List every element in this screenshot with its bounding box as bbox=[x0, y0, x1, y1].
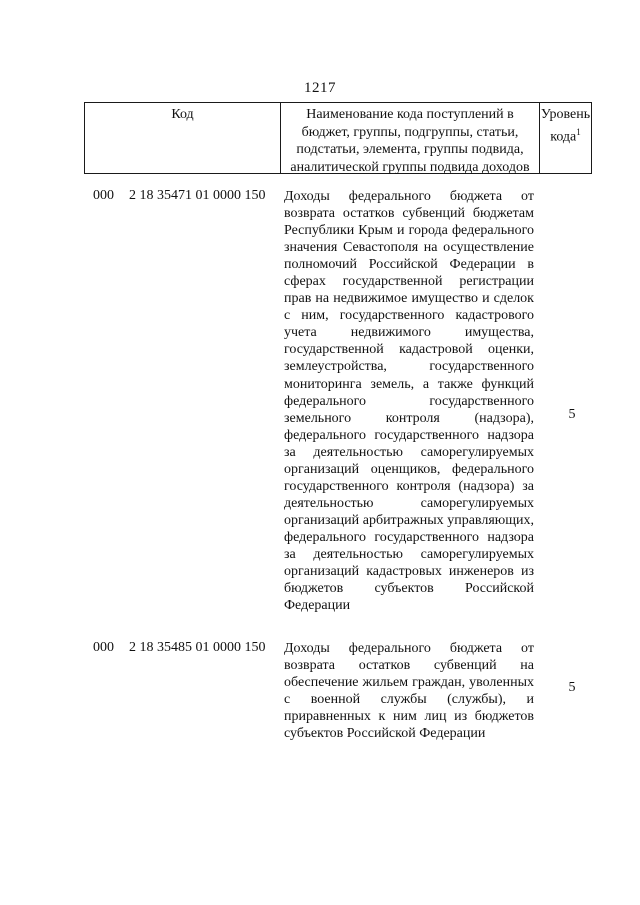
header-name: Наименование кода поступлений в бюджет, группы, подгруппы, статьи, подстатьи, элемента, группы подвида, аналитической группы подвида доходов bbox=[281, 103, 540, 173]
header-level-label: Уровень кода bbox=[540, 107, 591, 145]
admin-code: 000 bbox=[93, 640, 114, 655]
admin-code: 000 bbox=[93, 188, 114, 203]
code-level: 5 bbox=[568, 680, 576, 695]
header-level bbox=[540, 103, 591, 173]
table-header bbox=[84, 102, 592, 174]
header-code: Код bbox=[85, 103, 281, 173]
page-number: 1217 bbox=[304, 80, 336, 96]
revenue-code: 2 18 35471 01 0000 150 bbox=[129, 188, 266, 203]
code-level: 5 bbox=[568, 407, 576, 422]
revenue-description: Доходы федерального бюджета от возврата остатков субвенций бюджетам Республики Крым и города федерального значения Севастополя на осуществление полномочий Российской Федерации в сферах государственной регистрации прав на недвижимое имущество и сделок с ним, государственного кадастрового учета недвижимого имущества, государственной кадастровой оценки, землеустройства, государственного мониторинга земель, а также функций федерального государственного земельного контроля (надзора), федерального государственного надзора за деятельностью саморегулируемых организаций оценщиков, федерального государственного контроля (надзора) за деятельностью саморегулируемых организаций арбитражных управляющих, федерального государственного надзора за деятельностью саморегулируемых организаций кадастровых инженеров из бюджетов субъектов Российской Федерации bbox=[284, 189, 534, 614]
revenue-code: 2 18 35485 01 0000 150 bbox=[129, 640, 266, 655]
revenue-description: Доходы федерального бюджета от возврата остатков субвенций на обеспечение жильем граждан, уволенных с военной службы (службы), и приравненных к ним лиц из бюджетов субъектов Российской Федерации bbox=[284, 641, 534, 742]
header-level-footnote: 1 bbox=[576, 126, 581, 137]
